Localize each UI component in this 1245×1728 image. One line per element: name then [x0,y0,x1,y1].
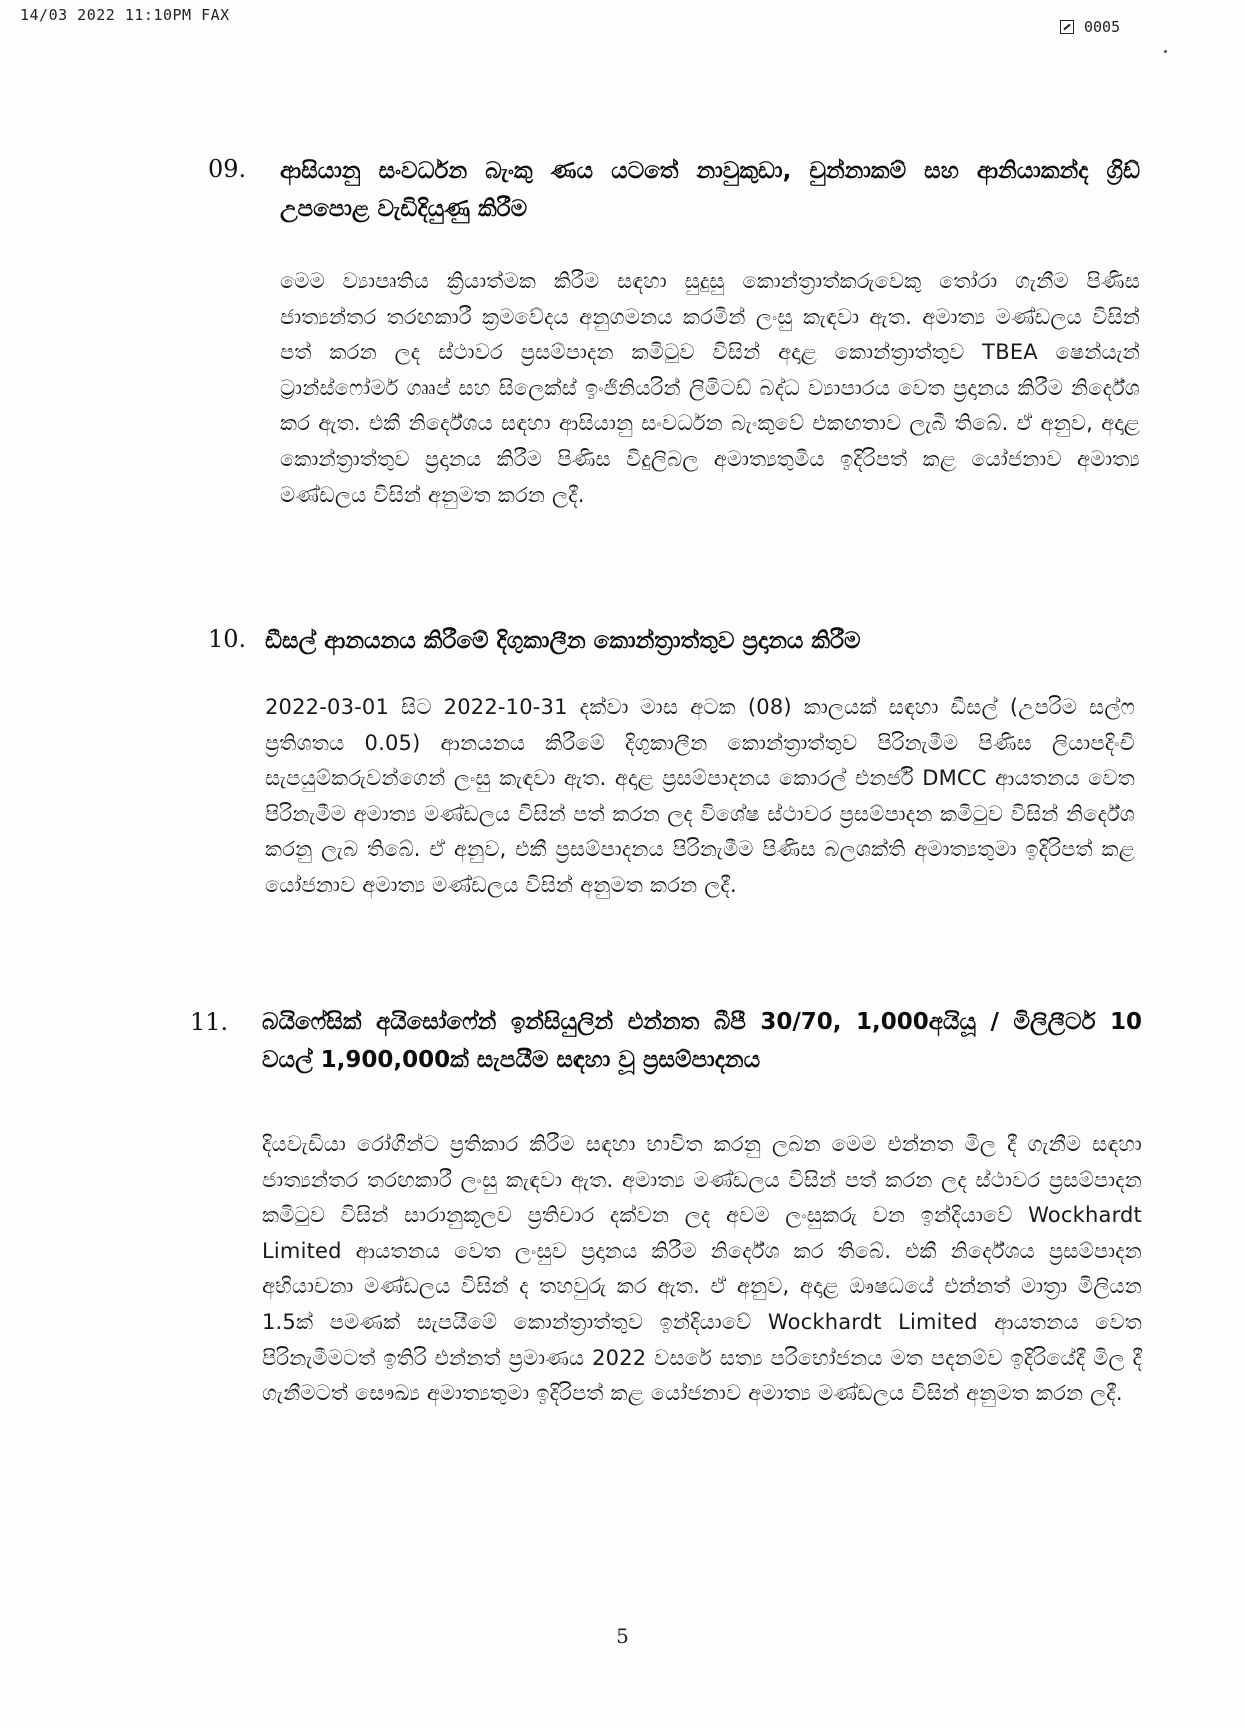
scan-speck [1164,50,1167,53]
section-title: ඩීසල් ආනයනය කිරීමේ දිගුකාලීන කොන්ත්‍රාත්තුව ප්‍රදානය කිරීම [265,628,861,654]
fax-timestamp-header: 14/03 2022 11:10PM FAX [20,6,230,24]
section-title: ආසියානු සංවර්ධන බැංකු ණය යටතේ නාවුකුඩා, චුන්නාකම් සහ ආනියාකන්ද ග්‍රිඩ් උපපොළ වැඩිදියුණු කිරීම [280,158,1140,222]
fax-checkbox-icon [1060,20,1074,34]
page-number: 5 [616,1624,629,1648]
section-body: 2022-03-01 සිට 2022-10-31 දක්වා මාස අටක (08) කාලයක් සඳහා ඩීසල් (උපරිම සල්ෆ ප්‍රතිශතය 0.05) ආනයනය කිරීමේ දිගුකාලීන කොන්ත්‍රාත්තුව පිරිනැමීම පිණිස ලියාපදිංචි සැපයුම්කරුවන්ගෙන් ලංසු කැඳවා ඇත. අදාළ ප්‍රසම්පාදනය කොරල් එනර්ජි DMCC ආයතනය වෙත පිරිනැමීම අමාත්‍ය මණ්ඩලය විසින් පත් කරන ලද විශේෂ ස්ථාවර ප්‍රසම්පාදන කමිටුව විසින් නිර්දේශ කරනු ලැබ තිබේ. ඒ අනුව, එකී ප්‍රසම්පාදනය පිරිනැමීම පිණිස බලශක්ති අමාත්‍යතුමා ඉදිරිපත් කළ යෝජනාව අමාත්‍ය මණ්ඩලය විසින් අනුමත කරන ලදී. [265,695,1135,897]
fax-page-indicator [1060,18,1120,36]
section-body: මෙම ව්‍යාපෘතිය ක්‍රියාත්මක කිරීම සඳහා සුදුසු කොන්ත්‍රාත්කරුවෙකු තෝරා ගැනීම පිණිස ජාත්‍යන්තර තරඟකාරී ක්‍රමවේදය අනුගමනය කරමින් ලංසු කැඳවා ඇත. අමාත්‍ය මණ්ඩලය විසින් පත් කරන ලද ස්ථාවර ප්‍රසම්පාදන කමිටුව විසින් අදාළ කොන්ත්‍රාත්තුව TBEA ෂෙන්යැන් ට්‍රාන්ස්ෆෝමර් ගෲප් සහ සිලෙක්ස් ඉංජිනියරින් ලිමිටඩ් බද්ධ ව්‍යාපාරය වෙත ප්‍රදානය කිරීම නිර්දේශ කර ඇත. එකී නිර්දේශය සඳහා ආසියානු සංවර්ධන බැංකුවේ එකඟතාව ලැබී තිබේ. ඒ අනුව, අදාළ කොන්ත්‍රාත්තුව ප්‍රදානය කිරීම පිණිස විදුලිබල අමාත්‍යතුමිය ඉදිරිපත් කළ යෝජනාව අමාත්‍ය මණ්ඩලය විසින් අනුමත කරන ලදී. [280,269,1140,507]
section-title: බයිෆේසික් අයිසෝෆේන් ඉන්සියුලින් එන්නත බීපී 30/70, 1,000අයියූ / මිලිලීටර් 10 වයල් 1,900,000ක් සැපයීම සඳහා වූ ප්‍රසම්පාදනය [262,1009,1142,1073]
section-number: 09. [208,155,247,183]
fax-page-code: 0005 [1084,18,1121,36]
section-number: 10. [208,625,247,653]
section-body: දියවැඩියා රෝගීන්ට ප්‍රතිකාර කිරීම සඳහා භාවිත කරනු ලබන මෙම එන්නත මිල දී ගැනීම සඳහා ජාත්‍යන්තර තරඟකාරී ලංසු කැඳවා ඇත. අමාත්‍ය මණ්ඩලය විසින් පත් කරන ලද ස්ථාවර ප්‍රසම්පාදන කමිටුව විසින් සාරානුකූලව ප්‍රතිචාර දක්වන ලද අවම ලංසුකරු වන ඉන්දියාවේ Wockhardt Limited ආයතනය වෙත ලංසුව ප්‍රදානය කිරීම නිර්දේශ කර තිබේ. එකී නිර්දේශය ප්‍රසම්පාදන අභියාචනා මණ්ඩලය විසින් ද තහවුරු කර ඇත. ඒ අනුව, අදාළ ඖෂධයේ එන්නත් මාත්‍රා මිලියන 1.5ක් පමණක් සැපයීමේ කොන්ත්‍රාත්තුව ඉන්දියාවේ Wockhardt Limited ආයතනය වෙත පිරිනැමීමටත් ඉතිරි එන්නත් ප්‍රමාණය 2022 වසරේ සත්‍ය පරිභෝජනය මත පදනම්ව ඉදිරියේදී මිල දී ගැනීමටත් සෞඛ්‍ය අමාත්‍යතුමා ඉදිරිපත් කළ යෝජනාව අමාත්‍ය මණ්ඩලය විසින් අනුමත කරන ලදී. [262,1132,1142,1406]
section-number: 11. [190,1008,229,1036]
